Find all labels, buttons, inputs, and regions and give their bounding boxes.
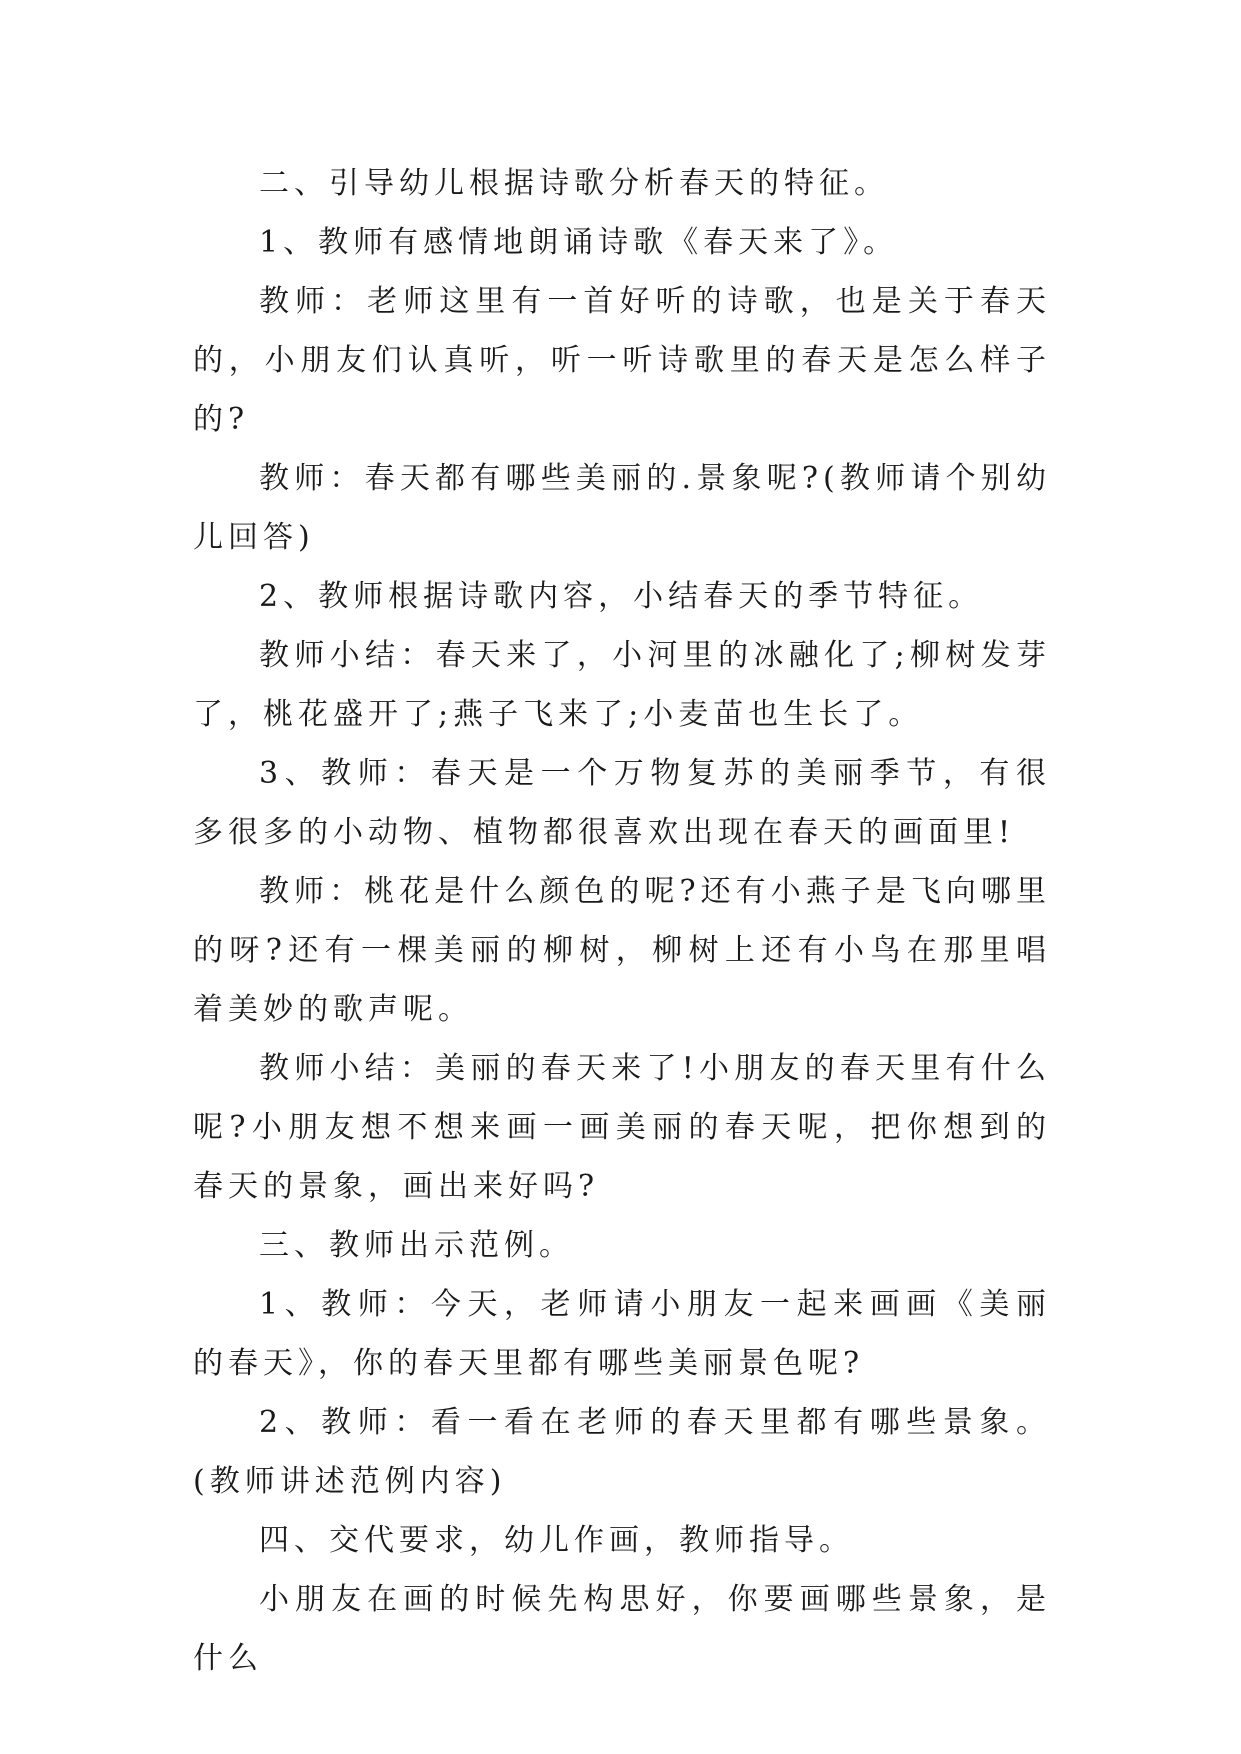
paragraph: 教师小结：春天来了，小河里的冰融化了;柳树发芽了，桃花盛开了;燕子飞来了;小麦苗也生长了。 — [193, 638, 1051, 732]
paragraph: 1、教师：今天，老师请小朋友一起来画画《美丽的春天》，你的春天里都有哪些美丽景色呢? — [193, 1287, 1051, 1381]
paragraph: 2、教师：看一看在老师的春天里都有哪些景象。(教师讲述范例内容) — [193, 1405, 1051, 1499]
paragraph: 2、教师根据诗歌内容，小结春天的季节特征。 — [259, 579, 984, 614]
paragraph: 小朋友在画的时候先构思好，你要画哪些景象，是什么 — [193, 1582, 1051, 1676]
paragraph: 3、教师：春天是一个万物复苏的美丽季节，有很多很多的小动物、植物都很喜欢出现在春天的画面里! — [193, 756, 1051, 850]
section-heading-2: 二、引导幼儿根据诗歌分析春天的特征。 — [259, 166, 889, 201]
paragraph: 教师：桃花是什么颜色的呢?还有小燕子是飞向哪里的呀?还有一棵美丽的柳树，柳树上还有小鸟在那里唱着美妙的歌声呢。 — [193, 874, 1051, 1027]
section-heading-4: 四、交代要求，幼儿作画，教师指导。 — [259, 1523, 854, 1558]
section-heading-3: 三、教师出示范例。 — [259, 1228, 574, 1263]
paragraph: 1、教师有感情地朗诵诗歌《春天来了》。 — [259, 225, 899, 260]
document-body — [193, 154, 1051, 1688]
paragraph: 教师小结：美丽的春天来了!小朋友的春天里有什么呢?小朋友想不想来画一画美丽的春天呢，把你想到的春天的景象，画出来好吗? — [193, 1051, 1051, 1204]
paragraph: 教师：春天都有哪些美丽的.景象呢?(教师请个别幼儿回答) — [193, 461, 1051, 555]
paragraph: 教师：老师这里有一首好听的诗歌，也是关于春天的，小朋友们认真听，听一听诗歌里的春天是怎么样子的? — [193, 284, 1051, 437]
